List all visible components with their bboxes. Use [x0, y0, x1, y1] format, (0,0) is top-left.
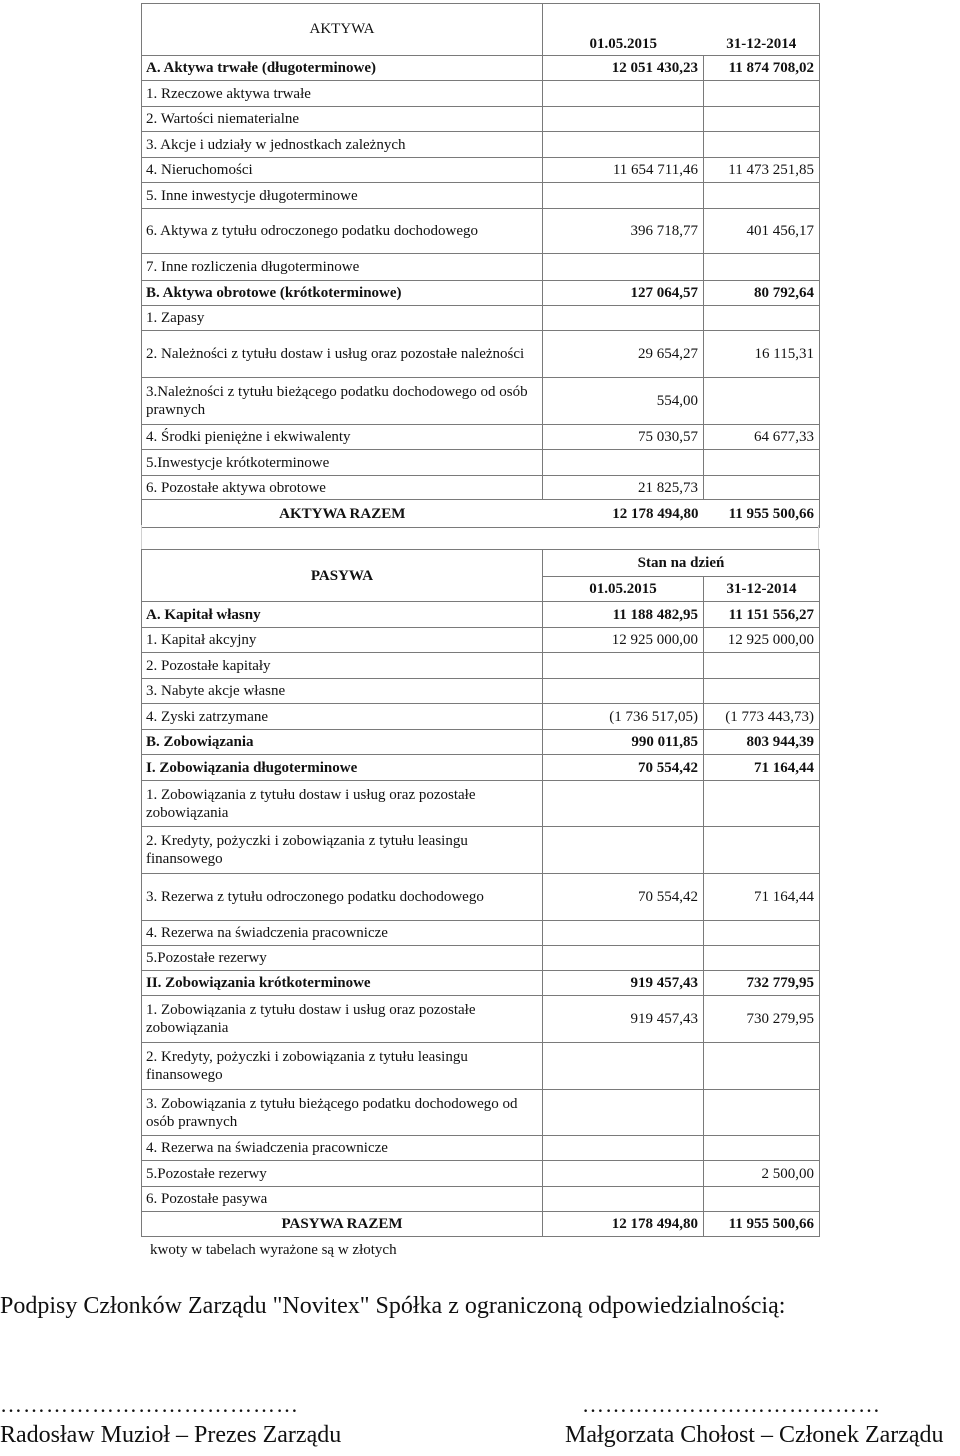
- row-label: 1. Zobowiązania z tytułu dostaw i usług oraz pozostałe zobowiązania: [142, 781, 543, 827]
- row-value-2: [704, 653, 820, 679]
- row-value-2: [704, 1136, 820, 1161]
- table-spacer: [141, 525, 819, 549]
- row-value-1: [543, 781, 704, 827]
- table-row: [142, 450, 820, 476]
- row-value-2: 11 473 251,85: [704, 158, 820, 183]
- row-label: 3. Nabyte akcje własne: [142, 679, 543, 704]
- row-value-2: [704, 781, 820, 827]
- table-row: [142, 132, 820, 158]
- row-value-2: [704, 1090, 820, 1136]
- table-row: [142, 679, 820, 704]
- table-row: [142, 306, 820, 331]
- row-label: 6. Pozostałe pasywa: [142, 1187, 543, 1212]
- row-value-1: 990 011,85: [543, 730, 704, 755]
- liabilities-col2-header: 31-12-2014: [704, 577, 820, 602]
- table-row: [142, 81, 820, 107]
- table-row: [142, 183, 820, 209]
- row-value-2: 401 456,17: [704, 209, 820, 254]
- table-row: [142, 755, 820, 781]
- assets-col1-header: 01.05.2015: [543, 4, 704, 56]
- row-value-1: [543, 921, 704, 946]
- row-label: 7. Inne rozliczenia długoterminowe: [142, 254, 543, 281]
- table-row: [142, 781, 820, 827]
- row-label: 2. Pozostałe kapitały: [142, 653, 543, 679]
- row-value-2: [704, 1043, 820, 1090]
- row-value-2: [704, 378, 820, 425]
- row-value-1: [543, 107, 704, 132]
- row-label: 2. Kredyty, pożyczki i zobowiązania z tytułu leasingu finansowego: [142, 1043, 543, 1090]
- table-row: [142, 107, 820, 132]
- row-label: B. Aktywa obrotowe (krótkoterminowe): [142, 281, 543, 306]
- stan-na-dzien-header: Stan na dzień: [543, 550, 820, 577]
- signature-line-2: …………………………………: [582, 1392, 881, 1417]
- row-label: 4. Zyski zatrzymane: [142, 704, 543, 730]
- row-value-2: 732 779,95: [704, 971, 820, 996]
- row-value-1: 70 554,42: [543, 874, 704, 921]
- row-value-1: (1 736 517,05): [543, 704, 704, 730]
- liabilities-total-row: [142, 1212, 820, 1237]
- table-row: [142, 874, 820, 921]
- row-value-2: [704, 107, 820, 132]
- row-label: 4. Nieruchomości: [142, 158, 543, 183]
- table-row: [142, 653, 820, 679]
- table-row: [142, 378, 820, 425]
- row-value-2: [704, 306, 820, 331]
- assets-title: AKTYWA: [142, 4, 543, 56]
- table-row: [142, 996, 820, 1043]
- row-value-2: 80 792,64: [704, 281, 820, 306]
- row-value-1: 12 925 000,00: [543, 628, 704, 653]
- row-value-2: [704, 946, 820, 971]
- table-row: [142, 209, 820, 254]
- liabilities-col1-header: 01.05.2015: [543, 577, 704, 602]
- row-value-1: [543, 679, 704, 704]
- row-value-1: [543, 1187, 704, 1212]
- table-row: [142, 476, 820, 500]
- row-label: II. Zobowiązania krótkoterminowe: [142, 971, 543, 996]
- row-label: I. Zobowiązania długoterminowe: [142, 755, 543, 781]
- row-value-1: [543, 132, 704, 158]
- assets-table: [141, 3, 820, 528]
- liabilities-total-value-1: 12 178 494,80: [543, 1212, 704, 1237]
- signer-board-member: Małgorzata Chołost – Członek Zarządu: [565, 1422, 944, 1448]
- row-value-2: [704, 254, 820, 281]
- row-value-1: [543, 653, 704, 679]
- row-label: A. Aktywa trwałe (długoterminowe): [142, 56, 543, 81]
- row-value-1: [543, 183, 704, 209]
- row-label: 5.Inwestycje krótkoterminowe: [142, 450, 543, 476]
- assets-total-value-2: 11 955 500,66: [704, 500, 820, 528]
- row-label: B. Zobowiązania: [142, 730, 543, 755]
- row-label: 1. Rzeczowe aktywa trwałe: [142, 81, 543, 107]
- row-value-2: [704, 1187, 820, 1212]
- row-label: 3. Zobowiązania z tytułu bieżącego podatku dochodowego od osób prawnych: [142, 1090, 543, 1136]
- row-value-1: [543, 81, 704, 107]
- currency-note: kwoty w tabelach wyrażone są w złotych: [150, 1242, 397, 1258]
- signature-line-1: …………………………………: [0, 1392, 299, 1417]
- row-value-1: [543, 1090, 704, 1136]
- row-label: 4. Środki pieniężne i ekwiwalenty: [142, 425, 543, 450]
- row-value-2: 2 500,00: [704, 1161, 820, 1187]
- row-value-1: 70 554,42: [543, 755, 704, 781]
- row-value-2: (1 773 443,73): [704, 704, 820, 730]
- row-value-1: 919 457,43: [543, 996, 704, 1043]
- table-row: [142, 425, 820, 450]
- row-label: 2. Wartości niematerialne: [142, 107, 543, 132]
- row-value-1: [543, 1043, 704, 1090]
- row-value-1: 554,00: [543, 378, 704, 425]
- table-row: [142, 1161, 820, 1187]
- row-value-1: 21 825,73: [543, 476, 704, 500]
- signatures-heading: Podpisy Członków Zarządu "Novitex" Spółka z ograniczoną odpowiedzialnością:: [0, 1293, 786, 1319]
- row-value-2: [704, 132, 820, 158]
- row-label: 3. Rezerwa z tytułu odroczonego podatku dochodowego: [142, 874, 543, 921]
- row-value-1: 919 457,43: [543, 971, 704, 996]
- row-value-1: 11 188 482,95: [543, 602, 704, 628]
- row-value-2: 64 677,33: [704, 425, 820, 450]
- row-value-2: 11 874 708,02: [704, 56, 820, 81]
- row-label: 2. Należności z tytułu dostaw i usług oraz pozostałe należności: [142, 331, 543, 378]
- row-label: 1. Kapitał akcyjny: [142, 628, 543, 653]
- row-label: 1. Zobowiązania z tytułu dostaw i usług oraz pozostałe zobowiązania: [142, 996, 543, 1043]
- row-value-2: [704, 921, 820, 946]
- table-row: [142, 281, 820, 306]
- row-value-2: [704, 827, 820, 874]
- row-value-2: 11 151 556,27: [704, 602, 820, 628]
- row-label: 3.Należności z tytułu bieżącego podatku dochodowego od osób prawnych: [142, 378, 543, 425]
- assets-total-row: [142, 500, 820, 528]
- row-label: 5.Pozostałe rezerwy: [142, 1161, 543, 1187]
- row-value-1: [543, 306, 704, 331]
- row-value-2: 12 925 000,00: [704, 628, 820, 653]
- row-label: 4. Rezerwa na świadczenia pracownicze: [142, 1136, 543, 1161]
- row-value-1: 396 718,77: [543, 209, 704, 254]
- table-row: [142, 158, 820, 183]
- row-value-1: 29 654,27: [543, 331, 704, 378]
- table-row: [142, 331, 820, 378]
- row-label: 4. Rezerwa na świadczenia pracownicze: [142, 921, 543, 946]
- row-value-2: [704, 450, 820, 476]
- table-row: [142, 1136, 820, 1161]
- row-label: 6. Pozostałe aktywa obrotowe: [142, 476, 543, 500]
- row-label: 5. Inne inwestycje długoterminowe: [142, 183, 543, 209]
- row-label: 5.Pozostałe rezerwy: [142, 946, 543, 971]
- table-row: [142, 971, 820, 996]
- table-row: [142, 602, 820, 628]
- row-value-1: [543, 450, 704, 476]
- row-value-1: [543, 1136, 704, 1161]
- assets-col2-header: 31-12-2014: [704, 4, 820, 56]
- row-value-2: 71 164,44: [704, 755, 820, 781]
- row-value-2: [704, 183, 820, 209]
- table-row: [142, 921, 820, 946]
- row-value-2: [704, 679, 820, 704]
- row-value-1: 75 030,57: [543, 425, 704, 450]
- row-label: A. Kapitał własny: [142, 602, 543, 628]
- table-row: [142, 56, 820, 81]
- row-value-2: [704, 476, 820, 500]
- table-row: [142, 704, 820, 730]
- row-label: 1. Zapasy: [142, 306, 543, 331]
- row-label: 3. Akcje i udziały w jednostkach zależnych: [142, 132, 543, 158]
- table-row: [142, 1090, 820, 1136]
- table-row: [142, 254, 820, 281]
- table-row: [142, 946, 820, 971]
- row-value-1: 11 654 711,46: [543, 158, 704, 183]
- row-value-2: 16 115,31: [704, 331, 820, 378]
- assets-total-value-1: 12 178 494,80: [543, 500, 704, 528]
- table-row: [142, 730, 820, 755]
- row-value-1: [543, 1161, 704, 1187]
- liabilities-total-label: PASYWA RAZEM: [142, 1212, 543, 1237]
- table-row: [142, 628, 820, 653]
- liabilities-total-value-2: 11 955 500,66: [704, 1212, 820, 1237]
- table-row: [142, 1043, 820, 1090]
- assets-total-label: AKTYWA RAZEM: [142, 500, 543, 528]
- table-row: [142, 827, 820, 874]
- row-value-2: [704, 81, 820, 107]
- row-label: 2. Kredyty, pożyczki i zobowiązania z tytułu leasingu finansowego: [142, 827, 543, 874]
- signer-president: Radosław Muzioł – Prezes Zarządu: [0, 1422, 342, 1448]
- table-row: [142, 1187, 820, 1212]
- row-value-2: 803 944,39: [704, 730, 820, 755]
- row-value-1: [543, 946, 704, 971]
- liabilities-table: [141, 549, 820, 1237]
- row-value-1: 127 064,57: [543, 281, 704, 306]
- row-label: 6. Aktywa z tytułu odroczonego podatku dochodowego: [142, 209, 543, 254]
- row-value-2: 730 279,95: [704, 996, 820, 1043]
- row-value-1: 12 051 430,23: [543, 56, 704, 81]
- row-value-2: 71 164,44: [704, 874, 820, 921]
- liabilities-title: PASYWA: [142, 550, 543, 602]
- row-value-1: [543, 827, 704, 874]
- row-value-1: [543, 254, 704, 281]
